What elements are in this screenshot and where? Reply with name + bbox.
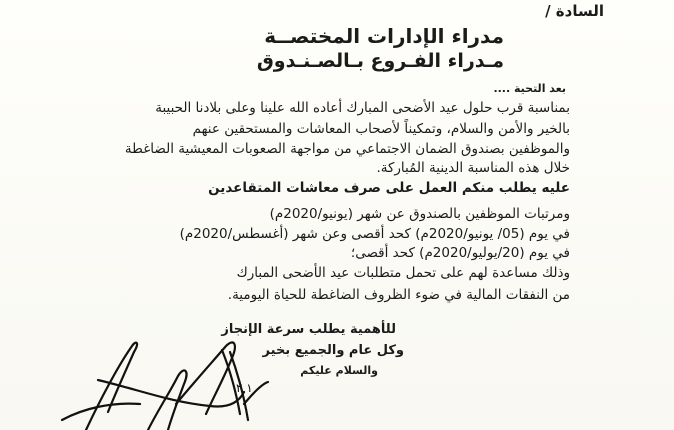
greeting: بعد التحية ....: [493, 82, 566, 95]
paragraph-2-line-4: في يوم (20/يوليو/2020م) كحد أقصى؛: [350, 245, 570, 261]
salutation: السادة /: [545, 2, 604, 20]
paragraph-2-line-2: ومرتبات الموظفين بالصندوق عن شهر (يونيو/2020م): [269, 206, 570, 222]
paragraph-2-line-1: عليه يطلب منكم العمل على صرف معاشات المتقاعدين: [208, 180, 570, 196]
paragraph-1-line-2: بالخير والأمن والسلام، وتمكيناً لأصحاب المعاشات والمستحقين عنهم: [192, 121, 570, 137]
closing-line-2: وكل عام والجميع بخير: [262, 343, 404, 358]
closing-line-1: للأهمية يطلب سرعة الإنجاز: [221, 322, 396, 337]
addressee-line-2: مـدراء الفـروع بـالصـنـدوق: [256, 50, 504, 72]
signature-mark: ١ ٢: [236, 381, 253, 395]
paragraph-2-line-3: في يوم (05/ يونيو/2020م) كحد أقصى وعن شهر (أغسطس/2020م): [179, 226, 570, 242]
paragraph-1-line-3: والموظفين بصندوق الضمان الاجتماعي من مواجهة الصعوبات المعيشية الضاغطة: [124, 141, 570, 157]
closing-line-3: والسلام عليكم: [300, 364, 378, 377]
paragraph-2-line-5: وذلك مساعدة لهم على تحمل متطلبات عيد الأضحى المبارك: [236, 265, 570, 281]
paragraph-1-line-1: بمناسبة قرب حلول عيد الأضحى المبارك أعاده الله علينا وعلى بلادنا الحبيبة: [155, 100, 570, 116]
paragraph-1-line-4: خلال هذه المناسبة الدينية المُباركة.: [376, 160, 570, 176]
paragraph-2-line-6: من النفقات المالية في ضوء الظروف الضاغطة للحياة اليومية.: [227, 287, 570, 303]
addressee-line-1: مدراء الإدارات المختصــة: [264, 24, 504, 48]
